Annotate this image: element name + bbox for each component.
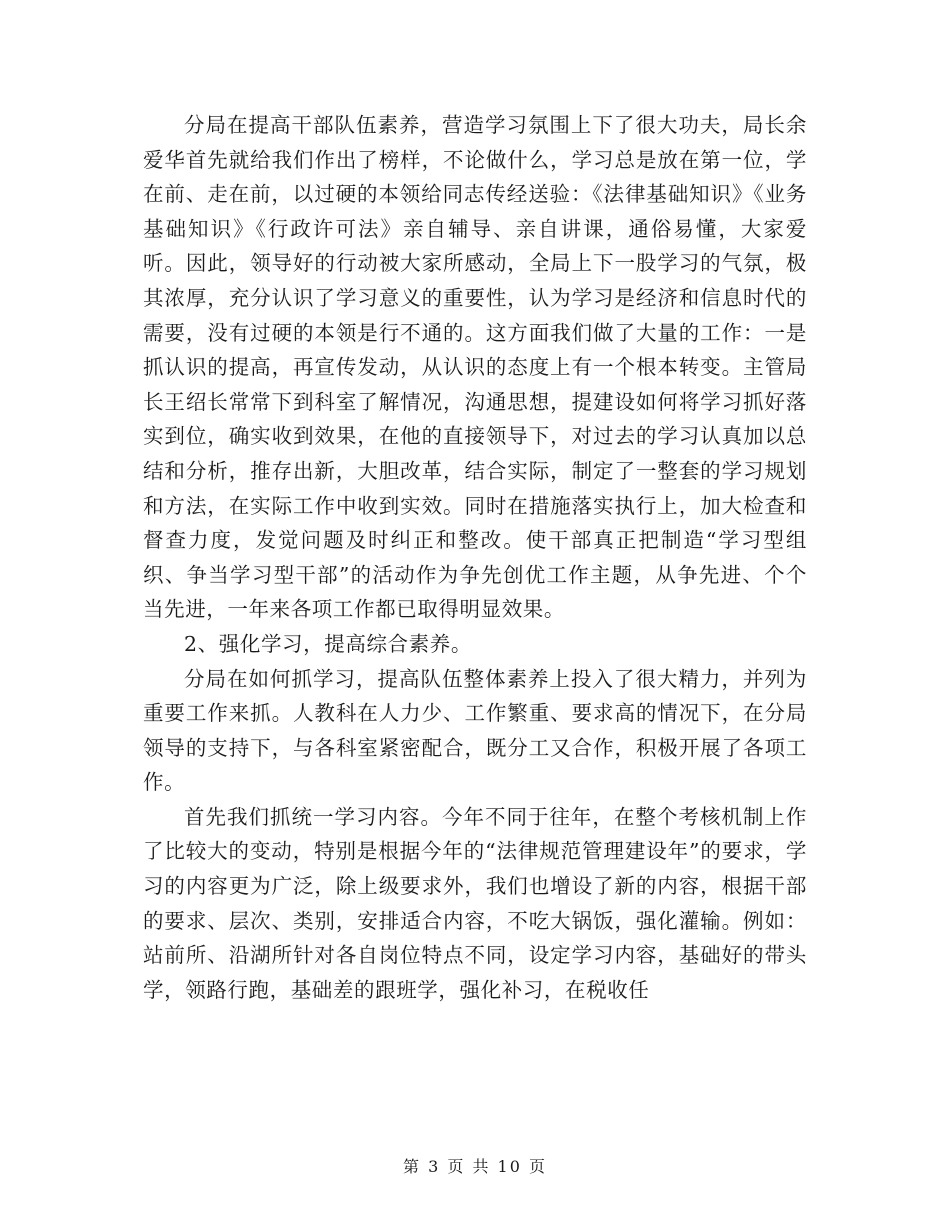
page-footer [0, 1154, 950, 1177]
document-body [143, 108, 807, 1007]
page-number-indicator: 第 3 页 共 10 页 [403, 1157, 547, 1176]
paragraph-1: 分局在提高干部队伍素养，营造学习氛围上下了很大功夫，局长余爱华首先就给我们作出了榜样，不论做什么，学习总是放在第一位，学在前、走在前，以过硬的本领给同志传经送验：《法律基础知识》《业务基础知识》《行政许可法》亲自辅导、亲自讲课，通俗易懂，大家爱听。因此，领导好的行动被大家所感动，全局上下一股学习的气氛，极其浓厚，充分认识了学习意义的重要性，认为学习是经济和信息时代的需要，没有过硬的本领是行不通的。这方面我们做了大量的工作：一是抓认识的提高，再宣传发动，从认识的态度上有一个根本转变。主管局长王绍长常常下到科室了解情况，沟通思想，提建设如何将学习抓好落实到位，确实收到效果，在他的直接领导下，对过去的学习认真加以总结和分析，推存出新，大胆改革，结合实际，制定了一整套的学习规划和方法，在实际工作中收到实效。同时在措施落实执行上，加大检查和督查力度，发觉问题及时纠正和整改。使干部真正把制造“学习型组织、争当学习型干部”的活动作为争先创优工作主题，从争先进、个个当先进，一年来各项工作都已取得明显效果。 [143, 113, 807, 622]
paragraph-3: 分局在如何抓学习，提高队伍整体素养上投入了很大精力，并列为重要工作来抓。人教科在人力少、工作繁重、要求高的情况下，在分局领导的支持下，与各科室紧密配合，既分工又合作，积极开展了各项工作。 [143, 666, 807, 795]
paragraph-2-heading: 2、强化学习，提高综合素养。 [184, 631, 472, 656]
paragraph-4: 首先我们抓统一学习内容。今年不同于往年，在整个考核机制上作了比较大的变动，特别是根据今年的“法律规范管理建设年”的要求，学习的内容更为广泛，除上级要求外，我们也增设了新的内容，根据干部的要求、层次、类别，安排适合内容，不吃大锅饭，强化灌输。例如：站前所、沿湖所针对各自岗位特点不同，设定学习内容，基础好的带头学，领路行跑，基础差的跟班学，强化补习，在税收任 [143, 804, 807, 1002]
